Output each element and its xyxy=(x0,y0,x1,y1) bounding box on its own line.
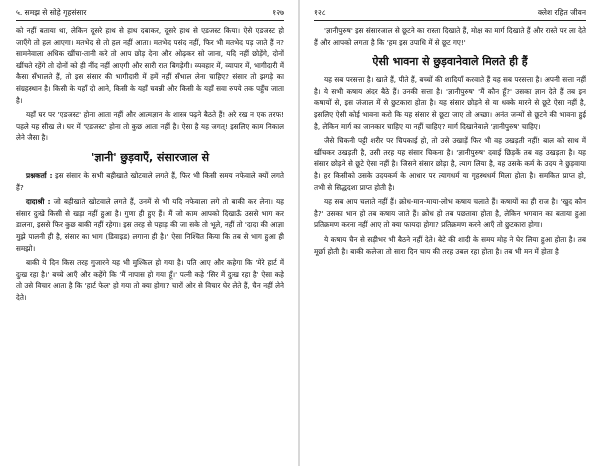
left-paragraph-2: यहाँ घर पर 'एडजस्ट' होना आता नहीं और आत्मज्ञान के शास्त्र पढ़ने बैठते हैं! अरे रख न एक तरफ! पहले यह सीख ले। घर में 'एडजस्ट' होना तो कुछ आता नहीं है। ऐसा है यह जगत्! इसलिए काम निकाल लेने जैसा है। xyxy=(16,110,284,143)
right-page xyxy=(314,6,586,462)
right-page-number: १२८ xyxy=(314,8,326,17)
left-page-number: १२७ xyxy=(272,8,284,17)
question-paragraph xyxy=(16,170,284,193)
book-gutter xyxy=(298,0,300,466)
left-header-title: ५. समझ से सोहे गृहसंसार xyxy=(16,8,87,17)
right-paragraph-1: 'ज्ञानीपुरुष' इस संसारजाल से छूटने का रास्ता दिखाते हैं, मोक्ष का मार्ग दिखाते हैं और रास्ते पर ला देते हैं और आपको लगता है कि 'हम इस उपाधि में से छूट गए!' xyxy=(314,26,586,47)
left-paragraph-3: बाकी ये दिन किस तरह गुजारने यह भी मुश्किल हो गया है। पति आए और कहेगा कि 'मेरे हार्ट में दुःख रहा है।' बच्चे आएँ और कहेंगे कि 'मैं नापास हो गया हूँ।' पत्नी कहे 'सिर में दुःख रहा है' ऐसा कहे तो उसे विचार आता है कि 'हार्ट फेल' हो गया तो क्या होगा? चारों ओर से विचार घेर लेते हैं, चैन नहीं लेने देते। xyxy=(16,258,284,302)
right-section-heading: ऐसी भावना से छुड़वानेवाले मिलते ही हैं xyxy=(372,55,528,69)
question-text: इस संसार के सभी बहीखाते खोटवाले लगते हैं, फिर भी किसी समय नफेवाले क्यों लगते हैं? xyxy=(16,170,284,192)
right-paragraph-3: जैसे चिकनी पट्टी शरीर पर चिपकाई हो, तो उसे उखाड़ें फिर भी वह उखड़ती नहीं! बाल को साथ में खींचकर उखड़ती है, उसी तरह यह संसार चिकना है। 'ज्ञानीपुरुष' दवाई छिड़कें तब वह उखड़ता है। यह संसार छोड़ने से छूटे ऐसा नहीं है। जिसने संसार छोड़ा है, त्याग लिया है, वह उसके कर्म के उदय ने छुड़वाया है। हर किसीको उसके उदयकर्म के आधार पर त्यागधर्म या गृहस्थधर्म मिला होता है। समकित प्राप्त हो, तभी से सिद्धदशा प्राप्त होती है। xyxy=(314,136,586,192)
right-paragraph-4: यह सब आप चलाते नहीं हैं। क्रोध-मान-माया-लोभ कषाय चलाते हैं। कषायों का ही राज है। 'खुद कौन है?' उसका भान हो तब कषाय जाते हैं। क्रोध हो तब पछतावा होता है, लेकिन भगवान का बताया हुआ प्रतिक्रमण करना नहीं आए तो क्या फायदा होगा? प्रतिक्रमण करने आएँ तो छुटकारा होगा। xyxy=(314,197,586,230)
question-label: प्रश्नकर्ता : xyxy=(26,170,53,180)
left-section-heading: 'ज्ञानी' छुड़वाएँ, संसारजाल से xyxy=(90,150,210,164)
right-header-title: क्लेश रहित जीवन xyxy=(537,8,586,17)
left-paragraph-1: को नहीं बताया था, लेकिन दूसरे हाथ से हाथ दबाकर, दूसरे हाथ से एडजस्ट किया। ऐसे एडजस्ट हो जाएँगे तो हल आएगा। मतभेद से तो हल नहीं आता। मतभेद पसंद नहीं, फिर भी मतभेद पड़ जाते हैं न? सामनेवाला अधिक खींचा-तानी करे तो आप छोड़ देना और ओढ़कर सो जाना, यदि नहीं छोड़ेंगे, दोनों खींचते रहेंगे तो दोनों को ही नींद नहीं आएगी और सारी रात बिगड़ेगी। व्यवहार में, व्यापार में, भागीदारी में कैसा सँभालते हैं, तो इस संसार की भागीदारी में हमें नहीं सँभाल लेना चाहिए? संसार तो झगड़े का संग्रहस्थान है। किसी के यहाँ दो आने, किसी के यहाँ चवन्नी और किसी के यहाँ सवा रुपये तक पहुँच जाता है। xyxy=(16,26,284,105)
answer-paragraph xyxy=(16,196,284,254)
right-paragraph-5: ये कषाय चैन से सड़ीभर भी बैठने नहीं देते। बेटे की शादी के समय मोह ने घेर लिया हुआ होता है। तब मूर्छा होती है। बाकी कलेजा तो सारा दिन चाय की तरह उबल रहा होता है। तब भी मन में होता है xyxy=(314,234,586,256)
left-page-header xyxy=(16,6,284,21)
right-paragraph-2: यह सब परसत्ता है। खाते हैं, पीते हैं, बच्चों की शादियाँ करवाते हैं यह सब परसत्ता है। अपनी सत्ता नहीं है। ये सभी कषाय अंदर बैठे हैं। उनकी सत्ता है। 'ज्ञानीपुरुष' 'मैं कौन हूँ?' उसका ज्ञान देते हैं तब इन कषायों से, इस जंजाल में से छुटकारा होता है। यह संसार छोड़ने से या धक्के मारने से छूटे ऐसा नहीं है, इसलिए ऐसी कोई भावना करो कि यह संसार से छूटा जाए तो अच्छा। अनंत जन्मों से छूटने की भावना हुई है, लेकिन मार्ग का जानकार चाहिए या नहीं चाहिए? मार्ग दिखानेवाले 'ज्ञानीपुरुष' चाहिए। xyxy=(314,75,586,131)
answer-label: दादाश्री : xyxy=(26,197,51,207)
left-page xyxy=(16,6,284,462)
answer-text: जो बहीखाते खोटवाले लगते हैं, उनमें से भी यदि नफेवाला लगे तो बाकी कर लेना। यह संसार दुःखे किसी से खड़ा नहीं हुआ है। गुणा ही हुए हैं। मैं जो काम आपको दिखाऊँ उससे भाग कर डालना, इससे फिर कुछ बाकी नहीं रहेगा। इस तरह से पहाड़ की जा सके तो भूले, नहीं तो 'दादा की आज्ञा मुझे पालनी ही है, संसार का भाग (डिवाइड) लगाना ही है।' ऐसा निश्चित किया कि तब से भाग हुआ ही समझो। xyxy=(16,197,284,253)
right-page-header xyxy=(314,6,586,21)
